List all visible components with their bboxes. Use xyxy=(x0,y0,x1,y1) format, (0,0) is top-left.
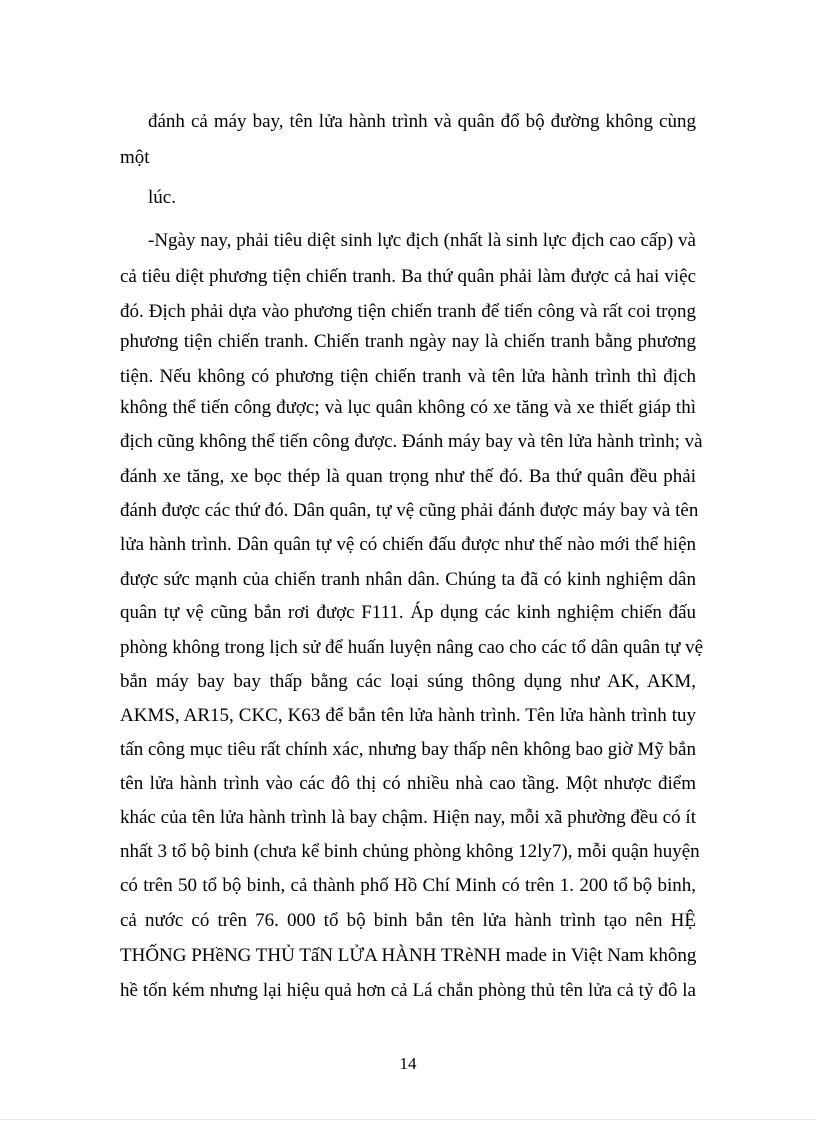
body-line-25: THỐNG PHềNG THỦ TấN LỬA HÀNH TRèNH made in Việt Nam không xyxy=(120,945,697,966)
body-line-19: tấn công mục tiêu rất chính xác, nhưng bay thấp nên không bao giờ Mỹ bắn xyxy=(120,739,696,760)
body-line-9: không thể tiến công được; và lục quân không có xe tăng và xe thiết giáp thì xyxy=(120,397,696,418)
body-line-1: đánh cả máy bay, tên lửa hành trình và quân đổ bộ đường không cùng xyxy=(148,111,696,132)
body-line-21: khác của tên lửa hành trình là bay chậm. Hiện nay, mỗi xã phường đều có ít xyxy=(120,807,696,828)
body-line-17: bắn máy bay bay thấp bằng các loại súng thông dụng như AK, AKM, xyxy=(120,671,696,692)
body-line-5: cả tiêu diệt phương tiện chiến tranh. Ba thứ quân phải làm được cả hai việc xyxy=(120,266,696,287)
body-line-20: tên lửa hành trình vào các đô thị có nhiều nhà cao tầng. Một nhược điểm xyxy=(120,773,696,794)
body-line-2: một xyxy=(120,147,150,168)
body-line-8: tiện. Nếu không có phương tiện chiến tranh và tên lửa hành trình thì địch xyxy=(120,366,696,387)
body-line-16: phòng không trong lịch sử để huấn luyện nâng cao cho các tổ dân quân tự vệ xyxy=(120,637,704,658)
body-line-13: lửa hành trình. Dân quân tự vệ có chiến đấu được như thế nào mới thể hiện xyxy=(120,534,696,555)
body-line-7: phương tiện chiến tranh. Chiến tranh ngày nay là chiến tranh bằng phương xyxy=(120,331,696,352)
body-line-4: -Ngày nay, phải tiêu diệt sinh lực địch (nhất là sinh lực địch cao cấp) và xyxy=(148,230,696,251)
body-line-10: địch cũng không thể tiến công được. Đánh máy bay và tên lửa hành trình; và xyxy=(120,431,703,452)
body-line-15: quân tự vệ cũng bắn rơi được F111. Áp dụng các kinh nghiệm chiến đấu xyxy=(120,602,696,623)
body-line-12: đánh được các thứ đó. Dân quân, tự vệ cũng phải đánh được máy bay và tên xyxy=(120,500,699,521)
body-line-11: đánh xe tăng, xe bọc thép là quan trọng như thế đó. Ba thứ quân đều phải xyxy=(120,466,696,487)
body-line-24: cả nước có trên 76. 000 tổ bộ binh bắn tên lửa hành trình tạo nên HỆ xyxy=(120,910,696,931)
body-line-14: được sức mạnh của chiến tranh nhân dân. Chúng ta đã có kinh nghiệm dân xyxy=(120,569,696,590)
page-number: 14 xyxy=(399,1054,417,1073)
body-line-3: lúc. xyxy=(148,187,176,208)
body-line-22: nhất 3 tổ bộ binh (chưa kể binh chủng phòng không 12ly7), mỗi quận huyện xyxy=(120,841,700,862)
body-line-26: hề tốn kém nhưng lại hiệu quả hơn cả Lá chắn phòng thủ tên lửa cả tỷ đô la xyxy=(120,980,696,1001)
body-line-23: có trên 50 tổ bộ binh, cả thành phố Hồ Chí Minh có trên 1. 200 tổ bộ binh, xyxy=(120,875,696,896)
body-line-6: đó. Địch phải dựa vào phương tiện chiến tranh để tiến công và rất coi trọng xyxy=(120,301,696,322)
body-line-18: AKMS, AR15, CKC, K63 để bắn tên lửa hành trình. Tên lửa hành trình tuy xyxy=(120,705,696,726)
page-bottom-rule xyxy=(0,1119,816,1120)
